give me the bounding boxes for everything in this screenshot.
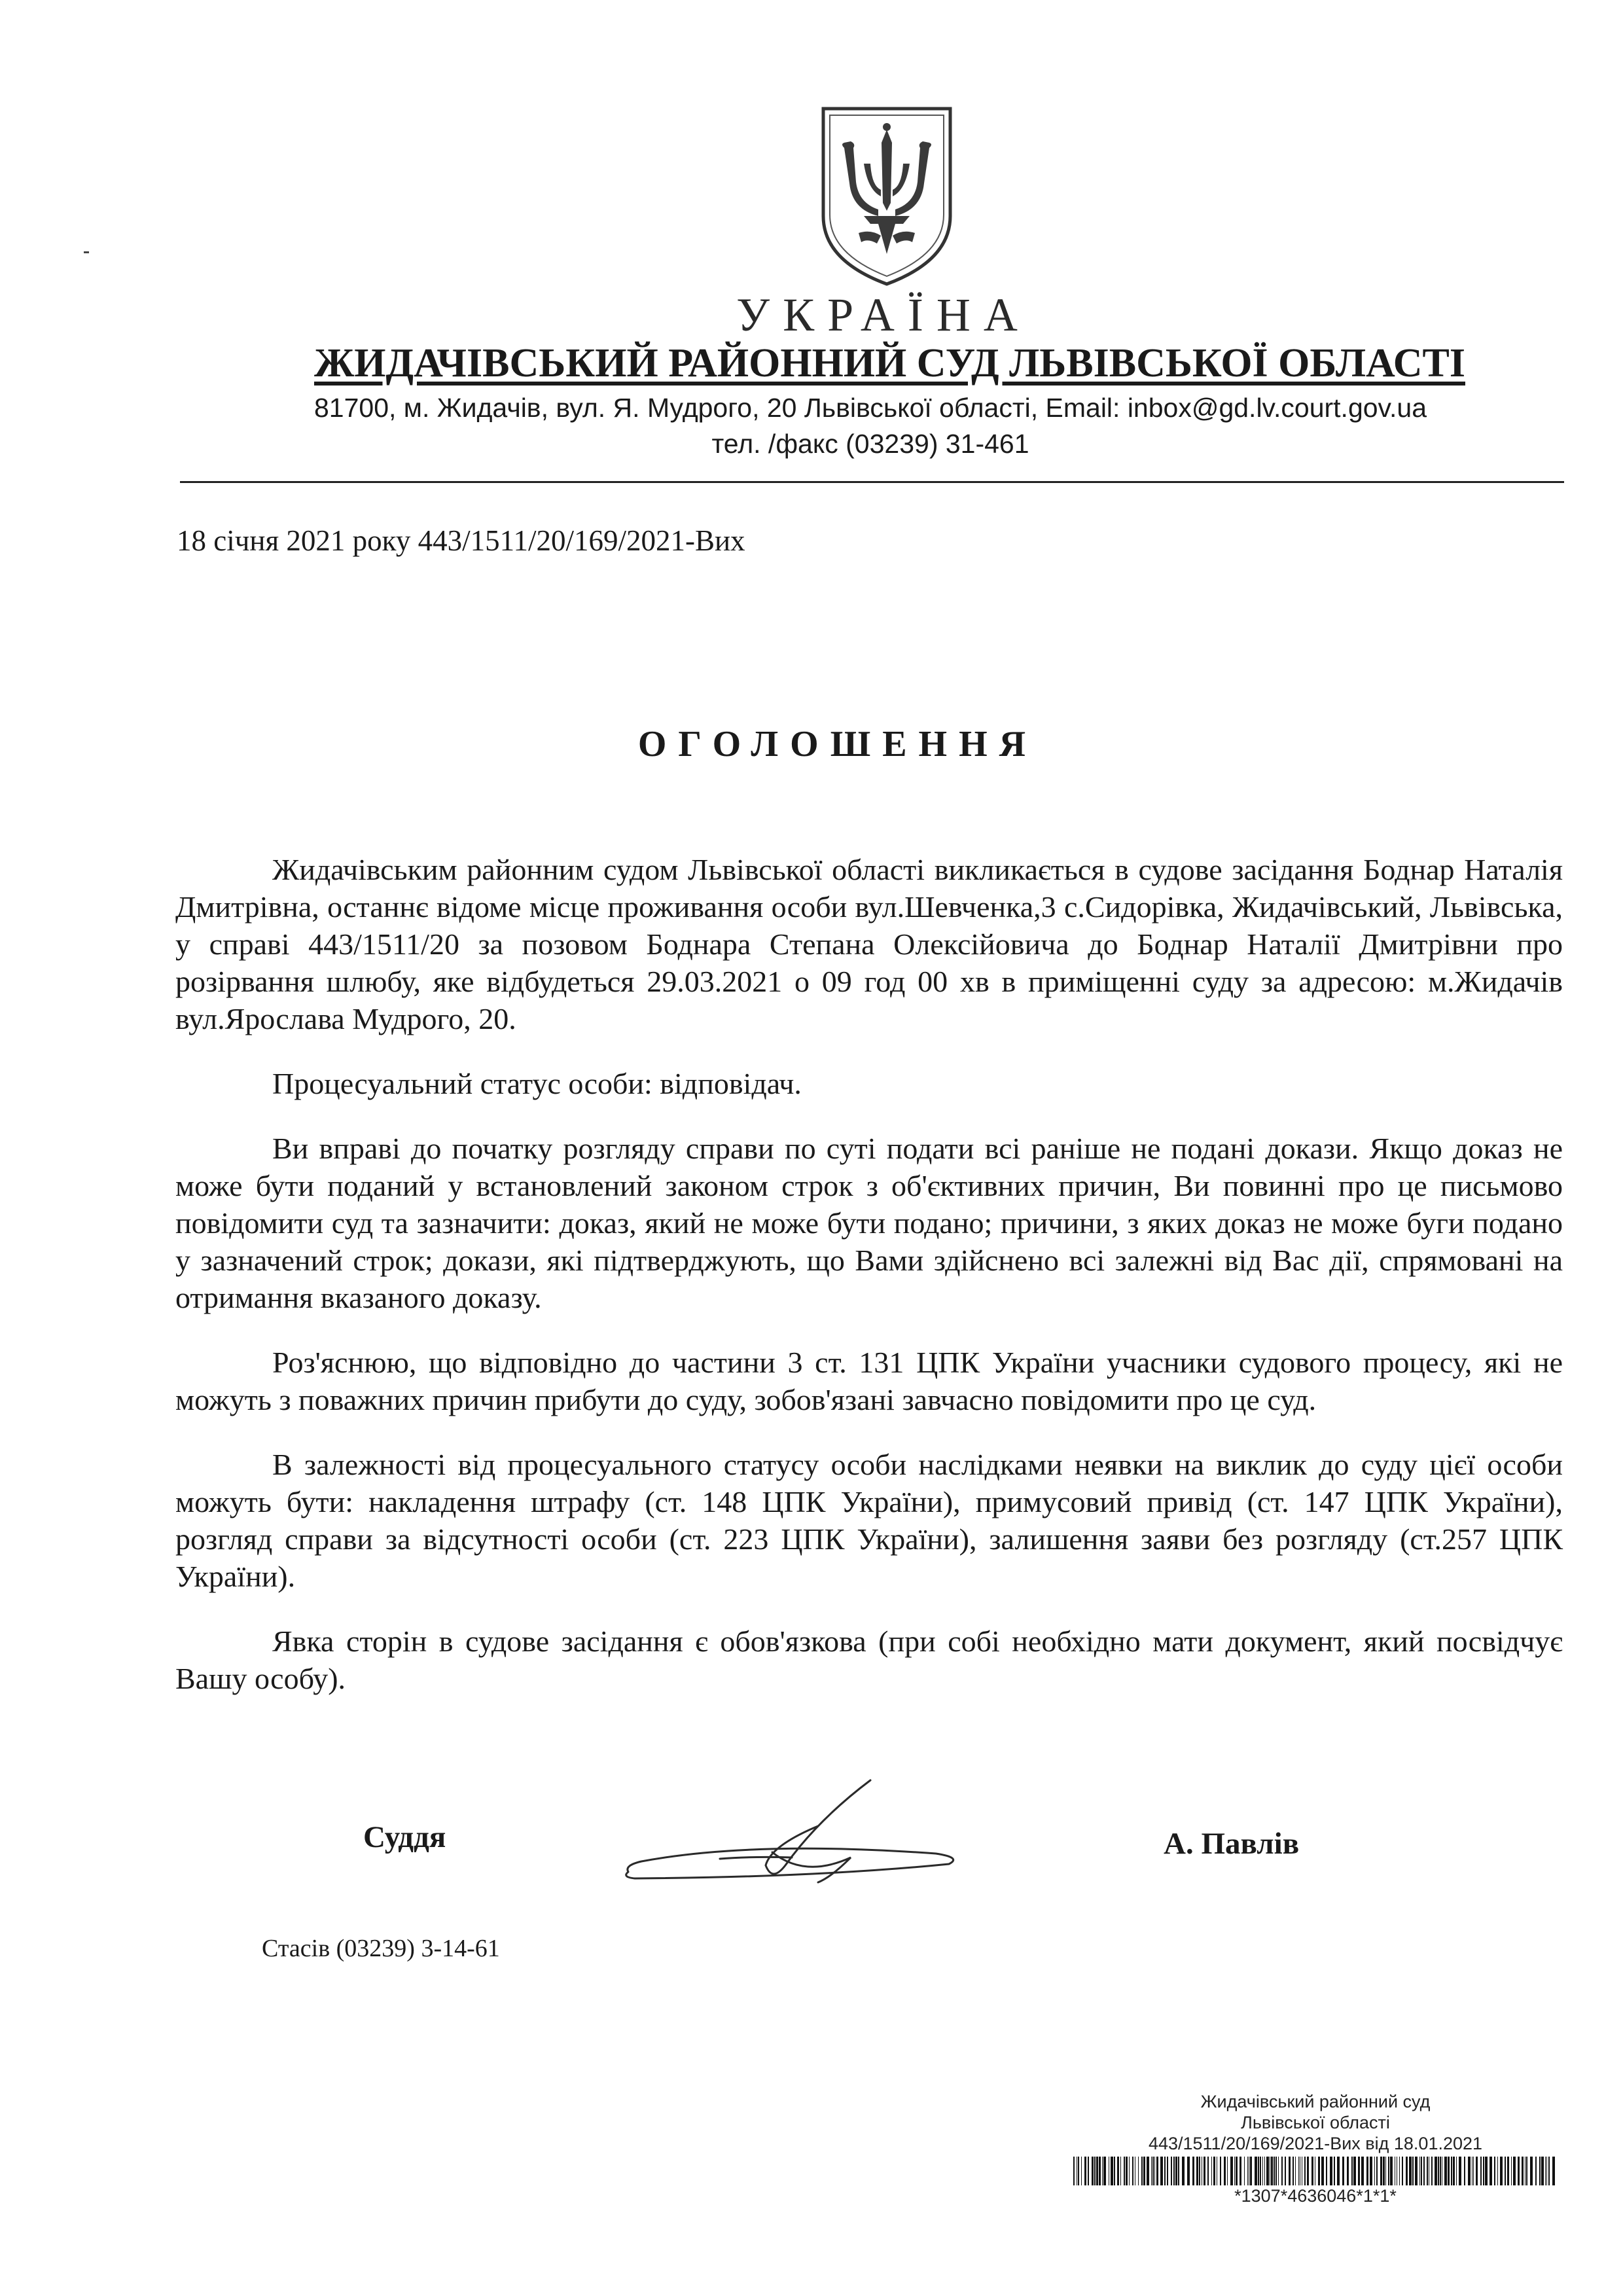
document-body [175, 851, 1563, 1725]
trident-coat-of-arms-icon [818, 105, 955, 288]
document-title: ОГОЛОШЕННЯ [637, 724, 1038, 764]
scan-speck [84, 251, 89, 253]
registration-stamp [1073, 2091, 1558, 2206]
header-divider [180, 481, 1564, 483]
paragraph-consequences: В залежності від процесуального статусу особи наслідками неявки на виклик до суду цієї особи можуть бути: накладення штрафу (ст. 148 ЦПК України), примусовий привід (ст. 147 ЦПК України), розгляд справи за відсутності особи (ст. 223 ЦПК України), залишення заяви без розгляду (ст.257 ЦПК України). [175, 1448, 1563, 1593]
stamp-region: Львівської області [1241, 2113, 1390, 2132]
court-phone: тел. /факс (03239) 31-461 [711, 429, 1029, 459]
stamp-reference: 443/1511/20/169/2021-Вих від 18.01.2021 [1148, 2134, 1483, 2153]
judge-label: Суддя [363, 1820, 446, 1854]
paragraph-attendance: Явка сторін в судове засідання є обов'язкова (при собі необхідно мати документ, який посвідчує Вашу особу). [175, 1624, 1563, 1695]
court-address: 81700, м. Жидачів, вул. Я. Мудрого, 20 Львівської області, Email: inbox@gd.lv.court.gov.ua [313, 393, 1427, 423]
paragraph-summons: Жидачівським районним судом Львівської області викликається в судове засідання Боднар Наталія Дмитрівна, останнє відоме місце проживання особи вул.Шевченка,3 с.Сидорівка, Жидачівський, Львівська, у справі 443/1511/20 за позовом Боднара Степана Олексійовича до Боднар Наталії Дмитрівни про розірвання шлюбу, яке відбудеться 29.03.2021 о 09 год 00 хв в приміщенні суду за адресою: м.Жидачів вул.Ярослава Мудрого, 20. [175, 853, 1563, 1035]
handwritten-signature-icon [622, 1767, 975, 1898]
judge-name: А. Павлів [1164, 1827, 1300, 1861]
clerk-contact: Стасів (03239) 3-14-61 [262, 1935, 500, 1962]
paragraph-explanation: Роз'яснюю, що відповідно до частини 3 ст. 131 ЦПК України учасники судового процесу, які не можуть з поважних причин прибути до суду, зобов'язані завчасно повідомити про це суд. [175, 1346, 1563, 1416]
paragraph-evidence: Ви вправі до початку розгляду справи по суті подати всі раніше не подані докази. Якщо доказ не може бути поданий у встановлений законом строк з об'єктивних причин, Ви повинні про це письмово повідомити суд та зазначити: доказ, який не може бути подано; причини, з яких доказ не може буги подано у зазначений строк; докази, які підтверджують, що Вами здійснено всі залежні від Вас дії, спрямовані на отримання вказаного доказу. [175, 1132, 1563, 1314]
stamp-court-name: Жидачівський районний суд [1200, 2092, 1431, 2111]
barcode-number: *1307*4636046*1*1* [1234, 2186, 1397, 2206]
country-name: УКРАЇНА [736, 289, 1031, 341]
paragraph-status: Процесуальний статус особи: відповідач. [272, 1067, 802, 1100]
court-name: ЖИДАЧІВСЬКИЙ РАЙОННИЙ СУД ЛЬВІВСЬКОЇ ОБЛАСТІ [314, 341, 1465, 386]
date-and-reference: 18 січня 2021 року 443/1511/20/169/2021-Вих [177, 524, 745, 557]
barcode-icon [1073, 2157, 1558, 2185]
